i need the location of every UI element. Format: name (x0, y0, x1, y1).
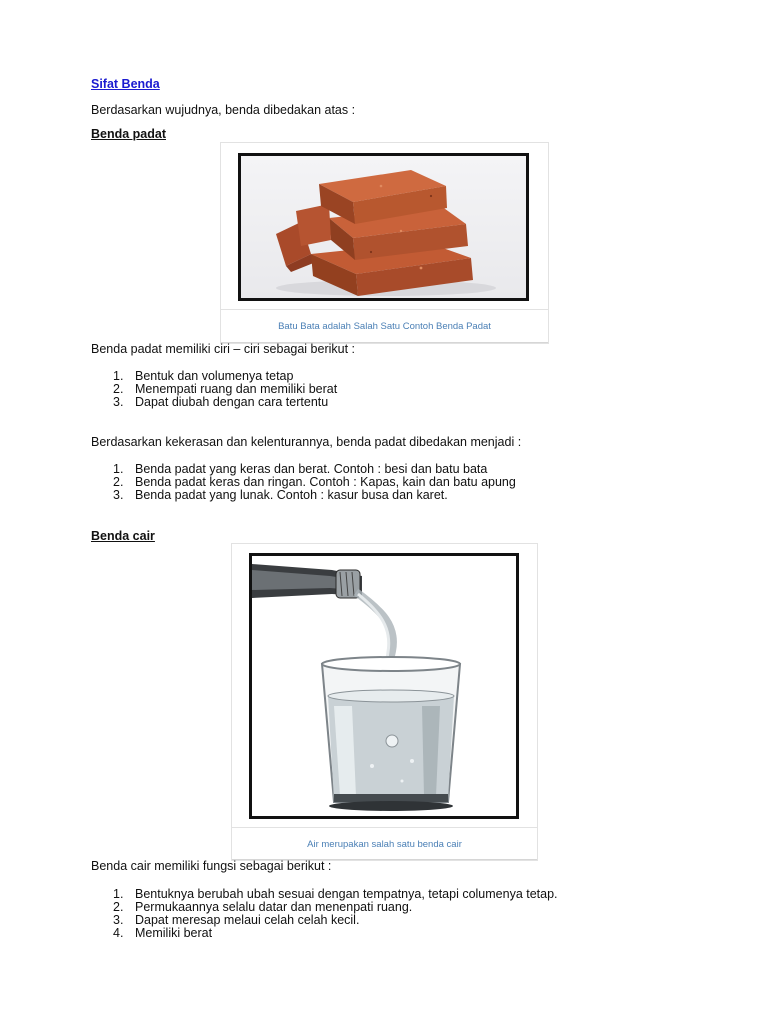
list-item: 3. Benda padat yang lunak. Contoh : kasur busa dan karet. (113, 488, 448, 502)
list-item: 2. Benda padat keras dan ringan. Contoh : Kapas, kain dan batu apung (113, 475, 516, 489)
water-glass-illustration (252, 556, 516, 816)
hardness-list (91, 463, 711, 502)
solid-heading: Benda padat (91, 127, 167, 141)
hardness-intro: Berdasarkan kekerasan dan kelenturannya, benda padat dibedakan menjadi : (91, 435, 522, 449)
liquid-heading: Benda cair (91, 529, 155, 543)
list-item: 2. Menempati ruang dan memiliki berat (113, 382, 338, 396)
list-item: 3. Dapat diubah dengan cara tertentu (113, 395, 329, 409)
list-item: 3. Dapat meresap melaui celah celah kecil. (113, 913, 360, 927)
page-title-link[interactable]: Sifat Benda (91, 77, 160, 91)
water-figure (231, 543, 538, 861)
list-item: 1. Bentuknya berubah ubah sesuai dengan tempatnya, tetapi columenya tetap. (113, 887, 558, 901)
liquid-function-intro: Benda cair memiliki fungsi sebagai berikut : (91, 859, 332, 873)
list-item: 2. Permukaannya selalu datar dan menenpati ruang. (113, 900, 413, 914)
list-item: 4. Memiliki berat (113, 926, 213, 940)
brick-figure (220, 142, 549, 344)
brick-photo (238, 153, 529, 301)
list-item: 1. Benda padat yang keras dan berat. Contoh : besi dan batu bata (113, 462, 488, 476)
list-item: 1. Bentuk dan volumenya tetap (113, 369, 294, 383)
water-caption: Air merupakan salah satu benda cair (232, 827, 537, 860)
water-photo (249, 553, 519, 819)
intro-text: Berdasarkan wujudnya, benda dibedakan atas : (91, 103, 356, 117)
brick-illustration (241, 156, 526, 298)
liquid-functions-list (91, 888, 731, 940)
brick-caption: Batu Bata adalah Salah Satu Contoh Benda Padat (221, 309, 548, 343)
solid-characteristics-intro: Benda padat memiliki ciri – ciri sebagai berikut : (91, 342, 356, 356)
solid-characteristics-list (91, 370, 711, 409)
